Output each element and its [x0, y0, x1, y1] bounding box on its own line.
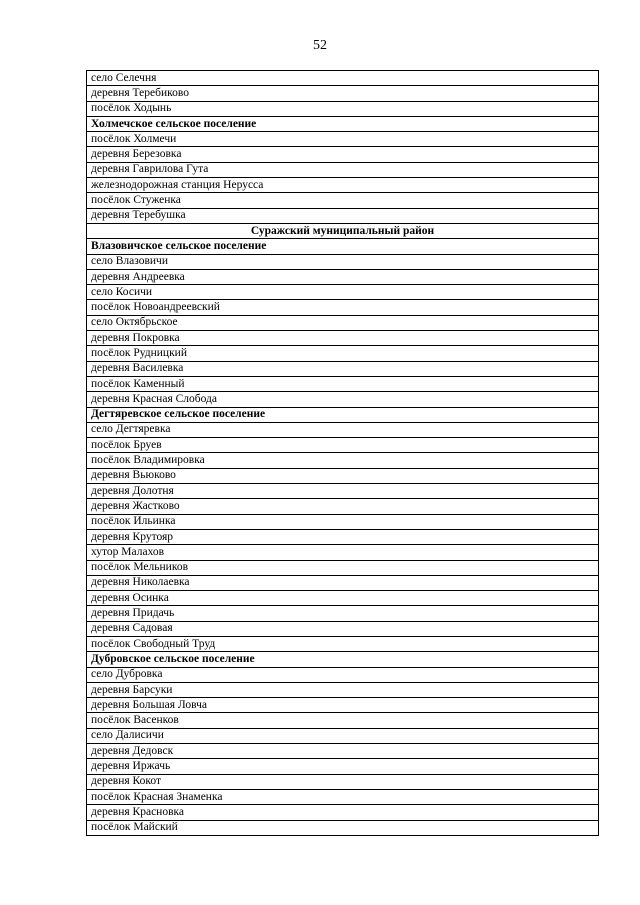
- locality-name: деревня Вьюково: [87, 468, 599, 483]
- locality-name: село Влазовичи: [87, 254, 599, 269]
- table-row: [87, 300, 599, 315]
- table-row: [87, 392, 599, 407]
- district-header-row: [87, 223, 599, 238]
- locality-name: деревня Большая Ловча: [87, 698, 599, 713]
- locality-name: село Селечня: [87, 71, 599, 86]
- table-row: [87, 560, 599, 575]
- locality-name: деревня Долотня: [87, 484, 599, 499]
- locality-name: деревня Осинка: [87, 591, 599, 606]
- locality-name: железнодорожная станция Нерусса: [87, 178, 599, 193]
- table-row: [87, 682, 599, 697]
- locality-name: посёлок Красная Знаменка: [87, 789, 599, 804]
- table-row: [87, 621, 599, 636]
- locality-name: посёлок Каменный: [87, 376, 599, 391]
- locality-name: село Октябрьское: [87, 315, 599, 330]
- table-row: [87, 468, 599, 483]
- table-row: [87, 591, 599, 606]
- locality-name: село Дубровка: [87, 667, 599, 682]
- settlement-name: Холмечское сельское поселение: [87, 116, 599, 131]
- table-row: [87, 698, 599, 713]
- locality-name: деревня Николаевка: [87, 575, 599, 590]
- table-row: [87, 575, 599, 590]
- table-row: [87, 86, 599, 101]
- locality-name: деревня Теребушка: [87, 208, 599, 223]
- settlement-name: Дегтяревское сельское поселение: [87, 407, 599, 422]
- table-row: [87, 132, 599, 147]
- table-row: [87, 71, 599, 86]
- table-row: [87, 514, 599, 529]
- district-name: Суражский муниципальный район: [87, 223, 599, 238]
- locality-name: село Дегтяревка: [87, 422, 599, 437]
- table-row: [87, 178, 599, 193]
- locality-name: село Косичи: [87, 285, 599, 300]
- locality-name: посёлок Рудницкий: [87, 346, 599, 361]
- table-row: [87, 759, 599, 774]
- locality-name: деревня Гаврилова Гута: [87, 162, 599, 177]
- table-row: [87, 269, 599, 284]
- table-row: [87, 254, 599, 269]
- locality-name: деревня Иржачь: [87, 759, 599, 774]
- settlements-table: [86, 70, 599, 836]
- locality-name: село Далисичи: [87, 728, 599, 743]
- table-row: [87, 667, 599, 682]
- table-row: [87, 636, 599, 651]
- locality-name: деревня Барсуки: [87, 682, 599, 697]
- table-row: [87, 361, 599, 376]
- table-row: [87, 453, 599, 468]
- locality-name: деревня Крутояр: [87, 529, 599, 544]
- table-row: [87, 101, 599, 116]
- locality-name: хутор Малахов: [87, 545, 599, 560]
- locality-name: посёлок Мельников: [87, 560, 599, 575]
- locality-name: деревня Кокот: [87, 774, 599, 789]
- locality-name: деревня Андреевка: [87, 269, 599, 284]
- table-row: [87, 315, 599, 330]
- settlement-header-row: [87, 652, 599, 667]
- table-row: [87, 422, 599, 437]
- settlement-header-row: [87, 239, 599, 254]
- locality-name: деревня Теребиково: [87, 86, 599, 101]
- locality-name: деревня Красная Слобода: [87, 392, 599, 407]
- table-row: [87, 208, 599, 223]
- locality-name: деревня Придачь: [87, 606, 599, 621]
- settlement-name: Влазовичское сельское поселение: [87, 239, 599, 254]
- locality-name: деревня Красновка: [87, 805, 599, 820]
- locality-name: посёлок Холмечи: [87, 132, 599, 147]
- settlement-header-row: [87, 407, 599, 422]
- table-row: [87, 805, 599, 820]
- table-row: [87, 346, 599, 361]
- locality-name: посёлок Новоандреевский: [87, 300, 599, 315]
- locality-name: деревня Березовка: [87, 147, 599, 162]
- settlement-header-row: [87, 116, 599, 131]
- settlement-name: Дубровское сельское поселение: [87, 652, 599, 667]
- locality-name: посёлок Майский: [87, 820, 599, 835]
- table-row: [87, 499, 599, 514]
- table-row: [87, 744, 599, 759]
- table-row: [87, 728, 599, 743]
- locality-name: посёлок Ходынь: [87, 101, 599, 116]
- table-row: [87, 285, 599, 300]
- table-row: [87, 193, 599, 208]
- locality-name: деревня Жастково: [87, 499, 599, 514]
- table-row: [87, 376, 599, 391]
- table-row: [87, 529, 599, 544]
- page-number: 52: [313, 38, 327, 53]
- locality-name: деревня Дедовск: [87, 744, 599, 759]
- table-row: [87, 545, 599, 560]
- table-row: [87, 820, 599, 835]
- table-row: [87, 789, 599, 804]
- table-row: [87, 484, 599, 499]
- locality-name: посёлок Ильинка: [87, 514, 599, 529]
- table-row: [87, 606, 599, 621]
- locality-name: посёлок Свободный Труд: [87, 636, 599, 651]
- table-row: [87, 147, 599, 162]
- locality-name: посёлок Стуженка: [87, 193, 599, 208]
- table-row: [87, 774, 599, 789]
- locality-name: деревня Покровка: [87, 331, 599, 346]
- table-row: [87, 331, 599, 346]
- table-row: [87, 162, 599, 177]
- settlements-table-body: [87, 71, 599, 836]
- table-row: [87, 713, 599, 728]
- locality-name: посёлок Владимировка: [87, 453, 599, 468]
- locality-name: деревня Садовая: [87, 621, 599, 636]
- locality-name: посёлок Васенков: [87, 713, 599, 728]
- locality-name: посёлок Бруев: [87, 438, 599, 453]
- locality-name: деревня Василевка: [87, 361, 599, 376]
- table-row: [87, 438, 599, 453]
